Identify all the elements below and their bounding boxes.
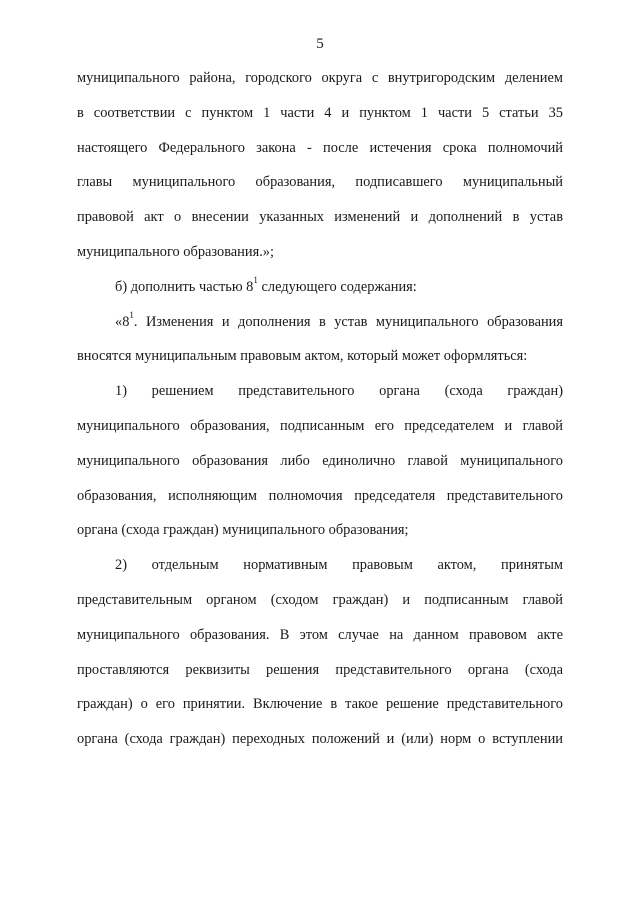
item-1-line: 1) решением представительного органа (схода граждан) — [115, 383, 563, 400]
text-line: муниципального образования либо единолично главой муниципального — [77, 452, 563, 469]
text-line: образования, исполняющим полномочия председателя представительного — [77, 487, 563, 504]
page-number: 5 — [316, 36, 324, 52]
paragraph-b-text-end: следующего содержания: — [261, 278, 417, 295]
paragraph-b-text: б) дополнить частью 8 — [115, 278, 254, 295]
paragraph-8-1-start: «8 — [115, 313, 130, 330]
text-line: проставляются реквизиты решения представительного органа (схода — [77, 661, 563, 678]
paragraph-b — [77, 270, 563, 305]
text-line: представительным органом (сходом граждан) и подписанным главой — [77, 591, 563, 608]
text-line: граждан) о его принятии. Включение в такое решение представительного — [77, 696, 563, 713]
paragraph-8-1 — [77, 305, 563, 340]
text-line: муниципального образования.»; — [77, 243, 274, 260]
text-line: вносятся муниципальным правовым актом, который может оформляться: — [77, 348, 528, 365]
text-line: муниципального района, городского округа с внутригородским делением — [77, 70, 563, 86]
text-line: правовой акт о внесении указанных изменений и дополнений в устав — [77, 209, 563, 226]
text-line: настоящего Федерального закона - после истечения срока полномочий — [77, 139, 563, 156]
superscript: 1 — [129, 309, 134, 320]
text-line: органа (схода граждан) переходных положений и (или) норм о вступлении — [77, 731, 563, 748]
text-line: в соответствии с пунктом 1 части 4 и пунктом 1 части 5 статьи 35 — [77, 104, 563, 121]
superscript: 1 — [253, 274, 258, 285]
document-body — [77, 61, 563, 757]
paragraph-8-1-rest: . Изменения и дополнения в устав муниципального образования — [133, 313, 563, 330]
text-line: главы муниципального образования, подписавшего муниципальный — [77, 174, 563, 191]
text-line: муниципального образования, подписанным его председателем и главой — [77, 417, 563, 434]
item-2-line: 2) отдельным нормативным правовым актом, принятым — [115, 557, 563, 574]
text-line: органа (схода граждан) муниципального образования; — [77, 522, 409, 539]
text-line: муниципального образования. В этом случае на данном правовом акте — [77, 626, 563, 643]
